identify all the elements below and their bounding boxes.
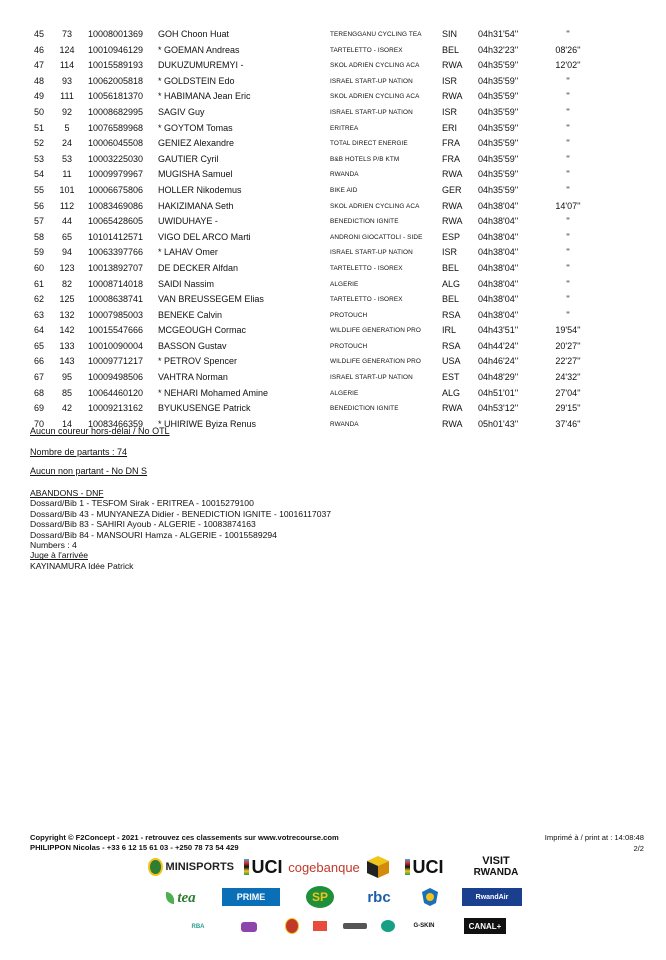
result-name: DE DECKER Alfdan <box>158 262 239 273</box>
minisports-logo: MINISPORTS <box>148 856 234 878</box>
result-nat: RWA <box>442 216 463 227</box>
result-name: VIGO DEL ARCO Marti <box>158 231 251 242</box>
result-pos: 64 <box>33 325 44 336</box>
result-time: 04h35'59'' <box>478 138 519 149</box>
result-bib: 5 <box>64 122 70 133</box>
result-gap: '' <box>566 153 570 164</box>
sponsor-icon <box>241 922 257 932</box>
result-nat: BEL <box>442 262 460 273</box>
result-uci: 10013892707 <box>88 262 144 273</box>
result-pos: 53 <box>33 153 44 164</box>
result-nat: ALG <box>442 387 461 398</box>
result-gap: '' <box>566 29 570 39</box>
result-uci: 10009498506 <box>88 372 144 383</box>
result-row <box>30 43 640 59</box>
result-team: RWANDA <box>330 171 359 179</box>
rwandair-logo: RwandAir <box>462 888 522 906</box>
result-bib: 133 <box>59 340 75 351</box>
sp-logo: SP <box>306 886 334 908</box>
result-name: * GOEMAN Andreas <box>158 44 240 55</box>
rwanda-tea-logo: tea <box>155 886 207 910</box>
result-team: BIKE AID <box>330 186 358 194</box>
result-row <box>30 354 640 370</box>
result-pos: 46 <box>33 44 44 55</box>
results-table <box>30 27 640 432</box>
result-uci: 10008001369 <box>88 29 144 39</box>
result-pos: 58 <box>33 231 44 242</box>
shield-emblem-icon <box>420 887 440 907</box>
result-time: 04h48'29'' <box>478 372 519 383</box>
result-pos: 57 <box>33 216 44 227</box>
result-time: 04h35'59'' <box>478 122 519 133</box>
result-name: HOLLER Nikodemus <box>158 184 242 195</box>
result-time: 04h35'59'' <box>478 169 519 180</box>
result-nat: IRL <box>442 325 457 336</box>
result-time: 04h38'04'' <box>478 200 519 211</box>
result-uci: 10063397766 <box>88 247 144 258</box>
result-nat: RWA <box>442 403 463 414</box>
uci-rainbow-icon <box>405 859 410 875</box>
result-bib: 124 <box>59 44 75 55</box>
judge-name: KAYINAMURA Idée Patrick <box>30 560 134 571</box>
result-uci: 10015589193 <box>88 60 144 71</box>
result-time: 04h35'59'' <box>478 75 519 86</box>
result-time: 04h51'01'' <box>478 387 519 398</box>
result-bib: 11 <box>62 169 72 180</box>
result-uci: 10010090004 <box>88 340 144 351</box>
result-uci: 10008714018 <box>88 278 144 289</box>
result-pos: 70 <box>33 418 44 429</box>
result-time: 04h38'04'' <box>478 278 519 289</box>
result-bib: 95 <box>61 372 72 383</box>
result-team: TARTELETTO - ISOREX <box>330 296 403 304</box>
result-name: SAIDI Nassim <box>158 278 215 289</box>
uci-rainbow-icon <box>244 859 249 875</box>
result-team: SKOL ADRIEN CYCLING ACA <box>330 202 420 210</box>
result-row <box>30 152 640 168</box>
page-number: 2/2 <box>633 843 644 853</box>
result-gap: '' <box>566 309 570 320</box>
dnf-entry: Dossard/Bib 84 - MANSOURI Hamza - ALGERIE - 10015589294 <box>30 529 277 540</box>
no-otl-note: Aucun coureur hors-délai / No OTL <box>30 426 170 436</box>
result-uci: 10101412571 <box>88 231 144 242</box>
result-pos: 47 <box>33 60 44 71</box>
result-pos: 60 <box>33 262 44 273</box>
result-gap: '' <box>566 231 570 242</box>
result-row <box>30 339 640 355</box>
result-pos: 61 <box>33 278 44 289</box>
result-nat: EST <box>442 372 460 383</box>
visit-rwanda-logo: VISIT RWANDA <box>473 855 519 878</box>
result-bib: 132 <box>59 309 75 320</box>
result-name: * GOLDSTEIN Edo <box>158 75 235 86</box>
result-row <box>30 183 640 199</box>
result-uci: 10064460120 <box>88 387 144 398</box>
result-bib: 101 <box>59 184 75 195</box>
result-team: B&B HOTELS P/B KTM <box>330 155 400 163</box>
result-name: VAHTRA Norman <box>158 372 228 383</box>
dnf-section <box>30 488 331 571</box>
canal-plus-logo: CANAL+ <box>464 918 506 934</box>
result-uci: 10056181370 <box>88 91 144 102</box>
result-gap: 19'54'' <box>555 325 581 336</box>
result-pos: 62 <box>33 294 44 305</box>
result-gap: 37'46'' <box>555 418 581 429</box>
result-pos: 63 <box>33 309 44 320</box>
result-team: WILDLIFE GENERATION PRO <box>330 327 421 335</box>
result-gap: 14'07'' <box>555 200 581 211</box>
footer-credits <box>30 833 339 852</box>
result-time: 04h38'04'' <box>478 247 519 258</box>
result-team: ISRAEL START-UP NATION <box>330 374 413 382</box>
result-name: * HABIMANA Jean Eric <box>158 91 251 102</box>
result-team: SKOL ADRIEN CYCLING ACA <box>330 93 420 101</box>
result-bib: 92 <box>61 106 72 117</box>
result-team: ISRAEL START-UP NATION <box>330 108 413 116</box>
result-name: * NEHARI Mohamed Amine <box>158 387 269 398</box>
result-row <box>30 167 640 183</box>
result-uci: 10083469086 <box>88 200 144 211</box>
result-uci: 10076589968 <box>88 122 144 133</box>
result-nat: RWA <box>442 200 463 211</box>
result-row <box>30 277 640 293</box>
result-pos: 66 <box>33 356 44 367</box>
result-time: 04h38'04'' <box>478 216 519 227</box>
dnf-entry: Dossard/Bib 43 - MUNYANEZA Didier - BENEDICTION IGNITE - 10016117037 <box>30 508 332 519</box>
result-row <box>30 230 640 246</box>
result-team: SKOL ADRIEN CYCLING ACA <box>330 62 420 70</box>
result-pos: 56 <box>33 200 44 211</box>
result-uci: 10008638741 <box>88 294 144 305</box>
result-time: 04h53'12'' <box>478 403 519 414</box>
result-name: GOH Choon Huat <box>158 29 230 39</box>
result-row <box>30 292 640 308</box>
result-gap: '' <box>566 138 570 149</box>
result-uci: 10006675806 <box>88 184 144 195</box>
result-nat: RSA <box>442 309 461 320</box>
result-gap: 08'26'' <box>555 44 581 55</box>
result-bib: 143 <box>59 356 75 367</box>
result-nat: GER <box>442 184 462 195</box>
result-uci: 10009771217 <box>88 356 144 367</box>
result-name: BASSON Gustav <box>158 340 227 351</box>
result-pos: 48 <box>33 75 44 86</box>
result-gap: 22'27'' <box>555 356 581 367</box>
result-bib: 65 <box>61 231 72 242</box>
result-team: BENEDICTION IGNITE <box>330 405 399 413</box>
result-row <box>30 58 640 74</box>
result-gap: '' <box>566 91 570 102</box>
result-team: ANDRONI GIOCATTOLI - SIDE <box>330 233 423 241</box>
result-time: 04h35'59'' <box>478 106 519 117</box>
result-nat: ERI <box>442 122 458 133</box>
sponsor-icon <box>381 920 395 932</box>
result-bib: 82 <box>61 278 72 289</box>
result-name: MCGEOUGH Cormac <box>158 325 247 336</box>
result-uci: 10008682995 <box>88 106 144 117</box>
result-gap: 24'32'' <box>555 372 581 383</box>
result-bib: 111 <box>60 91 74 102</box>
crest-icon <box>285 918 299 934</box>
result-pos: 65 <box>33 340 44 351</box>
result-row <box>30 370 640 386</box>
rba-logo: RBA <box>191 924 205 930</box>
result-team: ALGERIE <box>330 280 359 288</box>
dnf-title: ABANDONS - DNF <box>30 488 104 498</box>
result-nat: FRA <box>442 138 460 149</box>
result-uci: 10006045508 <box>88 138 144 149</box>
result-row <box>30 401 640 417</box>
result-pos: 51 <box>33 122 44 133</box>
result-row <box>30 308 640 324</box>
result-uci: 10009979967 <box>88 169 144 180</box>
leaf-icon <box>166 892 174 904</box>
result-team: ERITREA <box>330 124 359 132</box>
small-sponsor-logo-5 <box>380 919 396 933</box>
result-time: 04h35'59'' <box>478 60 519 71</box>
result-team: PROTOUCH <box>330 342 368 350</box>
result-row <box>30 245 640 261</box>
result-pos: 67 <box>33 372 44 383</box>
tour-cube-logo <box>363 853 393 881</box>
result-row <box>30 105 640 121</box>
result-uci: 10003225030 <box>88 153 144 164</box>
gskin-logo: G-SKIN <box>413 923 435 929</box>
result-nat: USA <box>442 356 461 367</box>
sponsor-icon <box>313 921 327 931</box>
result-name: MUGISHA Samuel <box>158 169 233 180</box>
result-team: ISRAEL START-UP NATION <box>330 249 413 257</box>
result-time: 04h38'04'' <box>478 309 519 320</box>
result-gap: '' <box>566 184 570 195</box>
result-bib: 112 <box>59 200 75 211</box>
result-uci: 10010946129 <box>88 44 144 55</box>
result-bib: 53 <box>61 153 72 164</box>
result-gap: '' <box>566 122 570 133</box>
result-name: BENEKE Calvin <box>158 309 223 320</box>
result-team: BENEDICTION IGNITE <box>330 218 399 226</box>
result-bib: 142 <box>59 325 75 336</box>
result-time: 04h32'23'' <box>478 44 519 55</box>
result-name: BYUKUSENGE Patrick <box>158 403 251 414</box>
result-uci: 10007985003 <box>88 309 144 320</box>
result-time: 05h01'43'' <box>478 418 519 429</box>
result-time: 04h46'24'' <box>478 356 519 367</box>
result-time: 04h38'04'' <box>478 294 519 305</box>
result-nat: SIN <box>442 29 458 39</box>
print-time: Imprimé à / print at : 14:08:48 <box>544 833 644 842</box>
result-uci: 10009213162 <box>88 403 144 414</box>
result-time: 04h35'59'' <box>478 184 519 195</box>
result-nat: BEL <box>442 44 460 55</box>
result-name: UWIDUHAYE - <box>158 216 218 227</box>
result-pos: 45 <box>33 29 44 39</box>
contact-line: PHILIPPON Nicolas - +33 6 12 15 61 03 - +250 78 73 54 429 <box>30 842 239 852</box>
result-gap: '' <box>566 247 570 258</box>
result-nat: ISR <box>442 247 458 258</box>
result-uci: 10015547666 <box>88 325 144 336</box>
result-time: 04h38'04'' <box>478 231 519 242</box>
result-nat: FRA <box>442 153 460 164</box>
small-sponsor-logo-2 <box>285 918 299 934</box>
result-uci: 10083466359 <box>88 418 144 429</box>
result-time: 04h35'59'' <box>478 91 519 102</box>
cogebanque-logo: cogebanque <box>288 859 360 875</box>
result-nat: RSA <box>442 340 461 351</box>
result-row <box>30 121 640 137</box>
result-team: TOTAL DIRECT ENERGIE <box>330 140 408 148</box>
result-bib: 44 <box>61 216 72 227</box>
result-pos: 50 <box>33 106 44 117</box>
result-gap: '' <box>566 106 570 117</box>
result-team: TERENGGANU CYCLING TEA <box>330 31 422 38</box>
result-name: * LAHAV Omer <box>158 247 218 258</box>
result-row <box>30 199 640 215</box>
result-nat: RWA <box>442 91 463 102</box>
result-row <box>30 74 640 90</box>
dnf-entry: Dossard/Bib 83 - SAHIRI Ayoub - ALGERIE - 10083874163 <box>30 519 256 530</box>
uci-logo-2: UCI <box>398 855 450 879</box>
result-name: GENIEZ Alexandre <box>158 138 235 149</box>
result-nat: RWA <box>442 418 463 429</box>
result-pos: 55 <box>33 184 44 195</box>
small-sponsor-logo-3 <box>310 919 330 933</box>
prime-insurance-logo: PRIME <box>222 888 280 906</box>
result-nat: BEL <box>442 294 460 305</box>
result-bib: 85 <box>61 387 72 398</box>
result-team: WILDLIFE GENERATION PRO <box>330 358 421 366</box>
result-time: 04h31'54'' <box>478 29 519 39</box>
result-bib: 24 <box>61 138 72 149</box>
result-row <box>30 386 640 402</box>
result-row <box>30 27 640 43</box>
uci-logo: UCI <box>240 855 286 879</box>
result-nat: ISR <box>442 106 458 117</box>
small-sponsor-logo-1 <box>240 920 258 934</box>
result-bib: 114 <box>59 60 75 71</box>
result-name: VAN BREUSSEGEM Elias <box>158 294 264 305</box>
result-pos: 69 <box>33 403 44 414</box>
sponsor-icon <box>343 923 367 929</box>
result-pos: 54 <box>33 169 44 180</box>
result-bib: 14 <box>61 418 72 429</box>
result-gap: '' <box>566 75 570 86</box>
result-row <box>30 323 640 339</box>
result-bib: 123 <box>59 262 75 273</box>
cube-icon <box>365 854 391 880</box>
result-team: PROTOUCH <box>330 311 368 319</box>
starters-note: Nombre de partants : 74 <box>30 447 128 457</box>
result-gap: '' <box>566 169 570 180</box>
copyright-line: Copyright © F2Concept - 2021 - retrouvez ces classements sur www.votrecourse.com <box>30 833 339 842</box>
result-gap: '' <box>566 216 570 227</box>
result-uci: 10065428605 <box>88 216 144 227</box>
dnf-entry: Dossard/Bib 1 - TESFOM Sirak - ERITREA - 10015279100 <box>30 498 254 509</box>
result-time: 04h43'51'' <box>478 325 519 336</box>
result-row <box>30 214 640 230</box>
result-name: * GOYTOM Tomas <box>158 122 233 133</box>
print-info <box>545 833 644 854</box>
result-bib: 42 <box>61 403 72 414</box>
result-row <box>30 89 640 105</box>
result-nat: ESP <box>442 231 461 242</box>
result-pos: 59 <box>33 247 44 258</box>
result-gap: 12'02'' <box>555 60 581 71</box>
result-name: * UHIRIWE Byiza Renus <box>158 418 257 429</box>
result-bib: 94 <box>61 247 72 258</box>
result-row <box>30 136 640 152</box>
result-name: * PETROV Spencer <box>158 356 238 367</box>
result-gap: 20'27'' <box>555 340 581 351</box>
result-bib: 93 <box>61 75 72 86</box>
dnf-count: Numbers : 4 <box>30 540 77 551</box>
judge-title: Juge à l'arrivée <box>30 550 89 561</box>
small-sponsor-logo-4 <box>342 920 368 932</box>
result-time: 04h38'04'' <box>478 262 519 273</box>
result-bib: 73 <box>61 29 72 39</box>
result-team: TARTELETTO - ISOREX <box>330 46 403 54</box>
result-nat: RWA <box>442 169 463 180</box>
result-nat: RWA <box>442 60 463 71</box>
result-team: ALGERIE <box>330 389 359 397</box>
result-gap: '' <box>566 294 570 305</box>
result-nat: ALG <box>442 278 461 289</box>
result-uci: 10062005818 <box>88 75 144 86</box>
result-name: DUKUZUMUREMYI - <box>158 60 244 71</box>
result-team: TARTELETTO - ISOREX <box>330 264 403 272</box>
result-pos: 52 <box>33 138 44 149</box>
rbc-logo: rbc <box>367 888 391 906</box>
result-gap: 29'15'' <box>555 403 581 414</box>
result-bib: 125 <box>59 294 75 305</box>
result-time: 04h44'24'' <box>478 340 519 351</box>
minisports-emblem-icon <box>148 858 163 876</box>
result-time: 04h35'59'' <box>478 153 519 164</box>
result-row <box>30 261 640 277</box>
dns-note: Aucun non partant - No DN S <box>30 466 148 476</box>
emblem-logo <box>418 886 442 908</box>
result-pos: 68 <box>33 387 44 398</box>
result-gap: '' <box>566 262 570 273</box>
result-name: SAGIV Guy <box>158 106 205 117</box>
result-team: RWANDA <box>330 420 359 428</box>
result-nat: ISR <box>442 75 458 86</box>
result-pos: 49 <box>33 91 44 102</box>
result-gap: '' <box>566 278 570 289</box>
result-name: HAKIZIMANA Seth <box>158 200 234 211</box>
result-gap: 27'04'' <box>555 387 581 398</box>
result-name: GAUTIER Cyril <box>158 153 219 164</box>
result-team: ISRAEL START-UP NATION <box>330 77 413 85</box>
